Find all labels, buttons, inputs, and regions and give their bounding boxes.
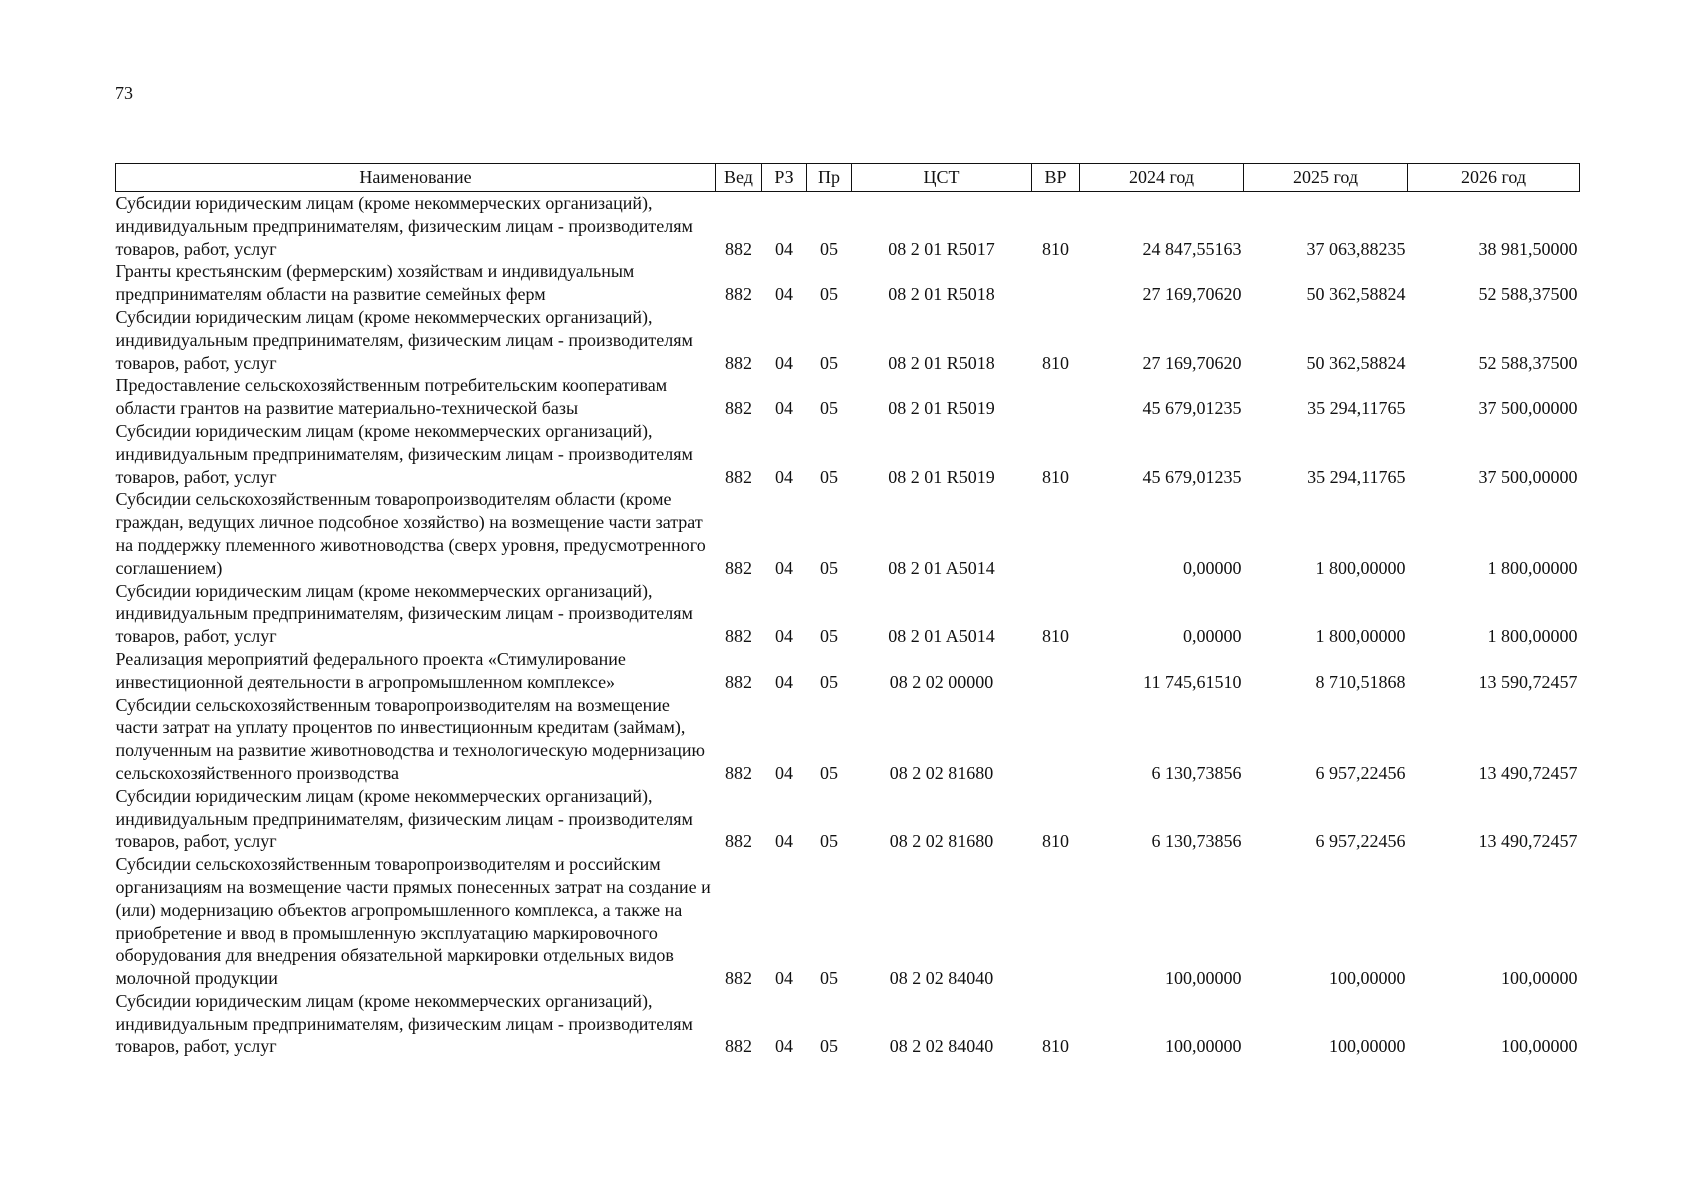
row-cst: 08 2 01 R5018 bbox=[888, 352, 995, 373]
row-rz: 04 bbox=[775, 671, 793, 692]
row-rz: 04 bbox=[775, 626, 793, 647]
row-2024: 6 130,73856 bbox=[1151, 762, 1242, 783]
row-vr bbox=[1032, 648, 1080, 694]
row-ved: 882 bbox=[725, 284, 752, 305]
row-name: Субсидии юридическим лицам (кроме некоммерческих организаций), индивидуальным предпринимателям, физическим лицам - производителям товаров, работ, услуг bbox=[115, 990, 693, 1057]
row-rz: 04 bbox=[775, 284, 793, 305]
row-2025: 35 294,11765 bbox=[1307, 466, 1406, 487]
row-2026: 1 800,00000 bbox=[1487, 557, 1578, 578]
row-cst: 08 2 01 A5014 bbox=[888, 626, 995, 647]
row-rz: 04 bbox=[775, 557, 793, 578]
row-pr: 05 bbox=[820, 762, 838, 783]
row-2024: 6 130,73856 bbox=[1151, 831, 1242, 852]
row-2024: 45 679,01235 bbox=[1142, 398, 1242, 419]
row-pr: 05 bbox=[820, 398, 838, 419]
row-vr bbox=[1032, 374, 1080, 420]
row-name: Субсидии юридическим лицам (кроме некоммерческих организаций), индивидуальным предпринимателям, физическим лицам - производителям товаров, работ, услуг bbox=[115, 580, 693, 647]
row-2026: 100,00000 bbox=[1501, 968, 1578, 989]
row-vr bbox=[1032, 853, 1080, 990]
row-rz: 04 bbox=[775, 398, 793, 419]
row-2025: 37 063,88235 bbox=[1306, 238, 1406, 259]
row-vr: 810 bbox=[1042, 1036, 1069, 1057]
row-vr: 810 bbox=[1042, 466, 1069, 487]
row-vr bbox=[1032, 488, 1080, 579]
row-cst: 08 2 02 84040 bbox=[889, 968, 994, 989]
row-2026: 37 500,00000 bbox=[1478, 398, 1578, 419]
header-pr: Пр bbox=[807, 164, 852, 192]
row-cst: 08 2 02 81680 bbox=[889, 762, 994, 783]
row-2025: 1 800,00000 bbox=[1315, 626, 1406, 647]
row-2025: 35 294,11765 bbox=[1307, 398, 1406, 419]
header-2026: 2026 год bbox=[1408, 164, 1580, 192]
row-name: Реализация мероприятий федерального проекта «Стимулирование инвестиционной деятельности в агропромышленном комплексе» bbox=[115, 648, 626, 692]
row-2025: 50 362,58824 bbox=[1306, 284, 1406, 305]
row-cst: 08 2 01 R5019 bbox=[888, 398, 995, 419]
row-ved: 882 bbox=[725, 671, 752, 692]
row-pr: 05 bbox=[820, 831, 838, 852]
row-ved: 882 bbox=[725, 238, 752, 259]
table-row bbox=[116, 853, 1580, 990]
row-name: Субсидии сельскохозяйственным товаропроизводителям области (кроме граждан, ведущих личное подсобное хозяйство) на возмещение части затрат на поддержку племенного животноводства (сверх уровня, предусмотренного соглашением) bbox=[115, 489, 706, 578]
row-cst: 08 2 01 R5019 bbox=[888, 466, 995, 487]
row-pr: 05 bbox=[820, 626, 838, 647]
row-rz: 04 bbox=[775, 1036, 793, 1057]
header-2025: 2025 год bbox=[1244, 164, 1408, 192]
row-2024: 24 847,55163 bbox=[1142, 238, 1242, 259]
row-pr: 05 bbox=[820, 557, 838, 578]
header-rz: РЗ bbox=[762, 164, 807, 192]
row-2024: 0,00000 bbox=[1183, 626, 1242, 647]
row-2025: 6 957,22456 bbox=[1315, 831, 1406, 852]
row-vr bbox=[1032, 694, 1080, 785]
row-cst: 08 2 01 R5017 bbox=[888, 238, 995, 259]
row-ved: 882 bbox=[725, 626, 752, 647]
row-name: Субсидии сельскохозяйственным товаропроизводителям на возмещение части затрат на уплату процентов по инвестиционным кредитам (займам), полученным на развитие животноводства и технологическую модернизацию сельскохозяйственного производства bbox=[115, 694, 705, 783]
row-2024: 45 679,01235 bbox=[1142, 466, 1242, 487]
row-2026: 38 981,50000 bbox=[1478, 238, 1578, 259]
row-ved: 882 bbox=[725, 352, 752, 373]
row-vr: 810 bbox=[1042, 352, 1069, 373]
row-2026: 37 500,00000 bbox=[1478, 466, 1578, 487]
row-2025: 1 800,00000 bbox=[1315, 557, 1406, 578]
row-name: Гранты крестьянским (фермерским) хозяйствам и индивидуальным предпринимателям области на развитие семейных ферм bbox=[115, 261, 635, 305]
row-ved: 882 bbox=[725, 831, 752, 852]
row-vr bbox=[1032, 260, 1080, 306]
row-cst: 08 2 01 R5018 bbox=[888, 284, 995, 305]
table-row bbox=[116, 420, 1580, 488]
row-2024: 100,00000 bbox=[1165, 1036, 1242, 1057]
row-rz: 04 bbox=[775, 466, 793, 487]
row-2024: 11 745,61510 bbox=[1143, 671, 1242, 692]
row-ved: 882 bbox=[725, 466, 752, 487]
row-rz: 04 bbox=[775, 831, 793, 852]
row-vr: 810 bbox=[1042, 238, 1069, 259]
row-pr: 05 bbox=[820, 238, 838, 259]
row-2024: 27 169,70620 bbox=[1142, 352, 1242, 373]
row-vr: 810 bbox=[1042, 831, 1069, 852]
table-row bbox=[116, 306, 1580, 374]
row-ved: 882 bbox=[725, 1036, 752, 1057]
row-cst: 08 2 01 A5014 bbox=[888, 557, 995, 578]
row-2025: 100,00000 bbox=[1329, 968, 1406, 989]
header-2024: 2024 год bbox=[1080, 164, 1244, 192]
row-pr: 05 bbox=[820, 466, 838, 487]
row-2026: 13 490,72457 bbox=[1478, 762, 1578, 783]
row-pr: 05 bbox=[820, 352, 838, 373]
row-rz: 04 bbox=[775, 968, 793, 989]
row-2026: 1 800,00000 bbox=[1487, 626, 1578, 647]
row-rz: 04 bbox=[775, 762, 793, 783]
header-name: Наименование bbox=[116, 164, 716, 192]
row-2026: 100,00000 bbox=[1501, 1036, 1578, 1057]
page-number: 73 bbox=[115, 83, 133, 103]
row-2026: 13 490,72457 bbox=[1478, 831, 1578, 852]
header-ved: Вед bbox=[716, 164, 762, 192]
row-pr: 05 bbox=[820, 1036, 838, 1057]
row-2026: 13 590,72457 bbox=[1478, 671, 1578, 692]
row-rz: 04 bbox=[775, 238, 793, 259]
row-2026: 52 588,37500 bbox=[1478, 284, 1578, 305]
row-name: Субсидии юридическим лицам (кроме некоммерческих организаций), индивидуальным предпринимателям, физическим лицам - производителям товаров, работ, услуг bbox=[115, 785, 693, 852]
table-row bbox=[116, 374, 1580, 420]
table-row bbox=[116, 260, 1580, 306]
table-row bbox=[116, 192, 1580, 261]
row-cst: 08 2 02 00000 bbox=[889, 671, 994, 692]
row-pr: 05 bbox=[820, 671, 838, 692]
row-cst: 08 2 02 84040 bbox=[889, 1036, 994, 1057]
table-header bbox=[116, 164, 1580, 192]
table-row bbox=[116, 648, 1580, 694]
row-vr: 810 bbox=[1042, 626, 1069, 647]
header-vr: ВР bbox=[1032, 164, 1080, 192]
row-2024: 0,00000 bbox=[1183, 557, 1242, 578]
row-name: Субсидии сельскохозяйственным товаропроизводителям и российским организациям на возмещение части прямых понесенных затрат на создание и (или) модернизацию объектов агропромышленного комплекса, а также на приобретение и ввод в промышленную эксплуатацию маркировочного оборудования для внедрения обязательной маркировки отдельных видов молочной продукции bbox=[115, 854, 711, 989]
table-row bbox=[116, 785, 1580, 853]
row-name: Субсидии юридическим лицам (кроме некоммерческих организаций), индивидуальным предпринимателям, физическим лицам - производителям товаров, работ, услуг bbox=[115, 420, 693, 487]
row-2025: 8 710,51868 bbox=[1315, 671, 1406, 692]
row-name: Предоставление сельскохозяйственным потребительским кооперативам области грантов на развитие материально-технической базы bbox=[115, 375, 668, 419]
row-ved: 882 bbox=[725, 968, 752, 989]
table-row bbox=[116, 488, 1580, 579]
table-row bbox=[116, 990, 1580, 1058]
row-ved: 882 bbox=[725, 398, 752, 419]
row-2025: 100,00000 bbox=[1329, 1036, 1406, 1057]
budget-table bbox=[115, 163, 1580, 1058]
row-pr: 05 bbox=[820, 284, 838, 305]
row-name: Субсидии юридическим лицам (кроме некоммерческих организаций), индивидуальным предпринимателям, физическим лицам - производителям товаров, работ, услуг bbox=[115, 306, 693, 373]
row-pr: 05 bbox=[820, 968, 838, 989]
row-2024: 27 169,70620 bbox=[1142, 284, 1242, 305]
header-cst: ЦСТ bbox=[852, 164, 1032, 192]
row-rz: 04 bbox=[775, 352, 793, 373]
row-2026: 52 588,37500 bbox=[1478, 352, 1578, 373]
row-ved: 882 bbox=[725, 762, 752, 783]
table-row bbox=[116, 580, 1580, 648]
row-2025: 6 957,22456 bbox=[1315, 762, 1406, 783]
table-body bbox=[116, 192, 1580, 1059]
row-name: Субсидии юридическим лицам (кроме некоммерческих организаций), индивидуальным предпринимателям, физическим лицам - производителям товаров, работ, услуг bbox=[115, 193, 693, 259]
row-ved: 882 bbox=[725, 557, 752, 578]
header-row bbox=[116, 164, 1580, 192]
row-2024: 100,00000 bbox=[1165, 968, 1242, 989]
row-cst: 08 2 02 81680 bbox=[889, 831, 994, 852]
row-2025: 50 362,58824 bbox=[1306, 352, 1406, 373]
table-row bbox=[116, 694, 1580, 785]
